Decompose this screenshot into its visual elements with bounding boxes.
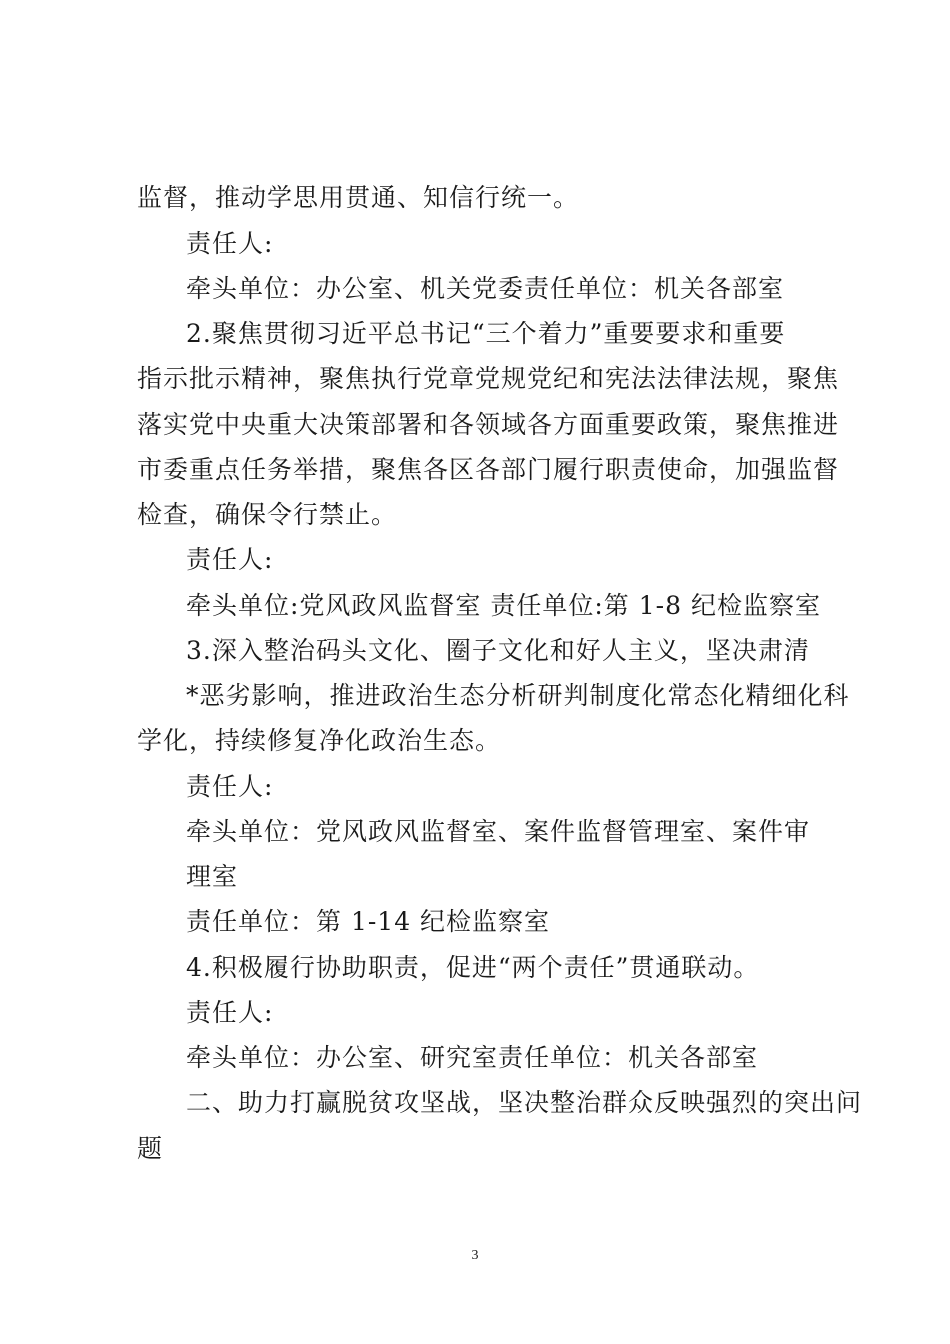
text-line: 责任人: <box>186 772 274 801</box>
text-line: 落实党中央重大决策部署和各领域各方面重要政策，聚焦推进 <box>137 410 840 439</box>
page-number: 3 <box>471 1248 479 1263</box>
text-line: 4.积极履行协助职责，促进“两个责任”贯通联动。 <box>186 953 760 982</box>
text-line: *恶劣影响，推进政治生态分析研判制度化常态化精细化科 <box>186 681 850 710</box>
text-line: 牵头单位：党风政风监督室、案件监督管理室、案件审 <box>186 817 811 846</box>
text-line: 责任人: <box>186 998 274 1027</box>
text-line: 3.深入整治码头文化、圈子文化和好人主义，坚决肃清 <box>186 636 810 665</box>
text-line: 牵头单位：办公室、研究室责任单位：机关各部室 <box>186 1043 759 1072</box>
text-line: 检查，确保令行禁止。 <box>137 500 398 529</box>
text-line: 牵头单位：办公室、机关党委责任单位：机关各部室 <box>186 274 785 303</box>
text-line: 监督，推动学思用贯通、知信行统一。 <box>137 183 580 212</box>
text-line: 2.聚焦贯彻习近平总书记“三个着力”重要要求和重要 <box>186 319 786 348</box>
text-line: 指示批示精神，聚焦执行党章党规党纪和宪法法律法规，聚焦 <box>137 364 840 393</box>
text-line: 责任单位：第 1-14 纪检监察室 <box>186 907 551 936</box>
text-line: 二、助力打赢脱贫攻坚战，坚决整治群众反映强烈的突出问 <box>186 1088 863 1117</box>
text-line: 牵头单位:党风政风监督室 责任单位:第 1-8 纪检监察室 <box>186 591 821 620</box>
text-line: 责任人: <box>186 545 274 574</box>
text-line: 责任人: <box>186 229 274 258</box>
text-line: 题 <box>137 1134 164 1163</box>
text-line: 学化，持续修复净化政治生态。 <box>137 726 502 755</box>
text-line: 理室 <box>186 862 239 891</box>
text-line: 市委重点任务举措，聚焦各区各部门履行职责使命，加强监督 <box>137 455 840 484</box>
